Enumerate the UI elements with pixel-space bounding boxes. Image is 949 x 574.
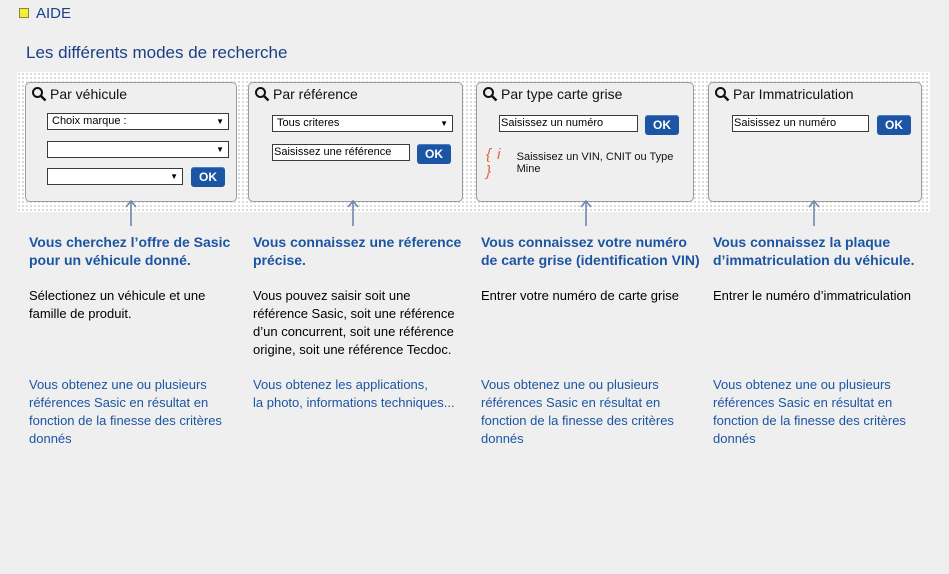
dropdown-arrow-icon: ▼ bbox=[216, 117, 224, 126]
result-line: références Sasic en résultat en bbox=[481, 395, 661, 410]
result-line: fonction de la finesse des critères bbox=[713, 413, 906, 428]
panel-immatriculation-title bbox=[714, 86, 854, 102]
info-icon: { i } bbox=[486, 146, 502, 180]
brand-select-value: Choix marque : bbox=[52, 115, 127, 127]
reference-ok-button[interactable]: OK bbox=[417, 144, 451, 164]
carte-grise-input[interactable]: Saisissez un numéro bbox=[499, 115, 638, 132]
page-header bbox=[19, 4, 71, 22]
description-line: Vous pouvez saisir soit une bbox=[253, 288, 411, 303]
result-line: Vous obtenez les applications, bbox=[253, 377, 428, 392]
dropdown-arrow-icon: ▼ bbox=[440, 119, 448, 128]
immatriculation-input[interactable]: Saisissez un numéro bbox=[732, 115, 869, 132]
result-line: fonction de la finesse des critères bbox=[29, 413, 222, 428]
result-line: références Sasic en résultat en bbox=[29, 395, 209, 410]
description-line: Entrer le numéro d’immatriculation bbox=[713, 288, 911, 303]
panel-carte-grise bbox=[476, 82, 694, 202]
column-heading: de carte grise (identification VIN) bbox=[481, 252, 700, 268]
result-line: références Sasic en résultat en bbox=[713, 395, 893, 410]
up-arrow-icon bbox=[124, 198, 138, 228]
page-title: AIDE bbox=[36, 4, 72, 22]
dropdown-arrow-icon: ▼ bbox=[170, 172, 178, 181]
yellow-square-icon bbox=[19, 8, 29, 18]
carte-grise-info bbox=[486, 146, 693, 180]
vehicule-ok-button[interactable]: OK bbox=[191, 167, 225, 187]
panel-vehicule-label: Par véhicule bbox=[50, 86, 128, 102]
magnifier-icon bbox=[254, 86, 270, 102]
column-heading: Vous connaissez votre numéro bbox=[481, 234, 687, 250]
column-description bbox=[481, 287, 703, 305]
description-line: Entrer votre numéro de carte grise bbox=[481, 288, 679, 303]
immatriculation-ok-button[interactable]: OK bbox=[877, 115, 911, 135]
criteria-select[interactable] bbox=[272, 115, 453, 132]
up-arrow-icon bbox=[579, 198, 593, 228]
up-arrow-icon bbox=[807, 198, 821, 228]
column-result bbox=[713, 376, 935, 448]
panel-reference bbox=[248, 82, 463, 202]
panel-immatriculation-label: Par Immatriculation bbox=[733, 86, 854, 102]
column-description bbox=[713, 287, 935, 305]
description-line: famille de produit. bbox=[29, 306, 132, 321]
column-description bbox=[29, 287, 251, 323]
description-line: origine, soit une référence Tecdoc. bbox=[253, 342, 452, 357]
column-heading: pour un véhicule donné. bbox=[29, 252, 191, 268]
column-heading: d’immatriculation du véhicule. bbox=[713, 252, 915, 268]
result-line: Vous obtenez une ou plusieurs bbox=[29, 377, 207, 392]
magnifier-icon bbox=[714, 86, 730, 102]
column-immatriculation bbox=[713, 233, 935, 446]
panel-immatriculation bbox=[708, 82, 922, 202]
column-result bbox=[253, 376, 475, 412]
magnifier-icon bbox=[482, 86, 498, 102]
panel-vehicule bbox=[25, 82, 237, 202]
model-select[interactable] bbox=[47, 141, 229, 158]
panel-reference-title bbox=[254, 86, 358, 102]
result-line: Vous obtenez une ou plusieurs bbox=[481, 377, 659, 392]
section-subtitle: Les différents modes de recherche bbox=[26, 43, 288, 62]
column-result bbox=[29, 376, 251, 448]
result-line: donnés bbox=[29, 431, 72, 446]
column-heading: Vous cherchez l’offre de Sasic bbox=[29, 234, 231, 250]
column-heading: Vous connaissez la plaque bbox=[713, 234, 891, 250]
criteria-select-value: Tous criteres bbox=[277, 117, 340, 129]
up-arrow-icon bbox=[346, 198, 360, 228]
reference-input[interactable]: Saisissez une référence bbox=[272, 144, 410, 161]
result-line: Vous obtenez une ou plusieurs bbox=[713, 377, 891, 392]
panel-carte-grise-label: Par type carte grise bbox=[501, 86, 623, 102]
description-line: Sélectionez un véhicule et une bbox=[29, 288, 206, 303]
result-line: donnés bbox=[713, 431, 756, 446]
result-line: fonction de la finesse des critères bbox=[481, 413, 674, 428]
brand-select[interactable] bbox=[47, 113, 229, 130]
magnifier-icon bbox=[31, 86, 47, 102]
dropdown-arrow-icon: ▼ bbox=[216, 145, 224, 154]
column-carte-grise bbox=[481, 233, 703, 446]
column-reference bbox=[253, 233, 475, 410]
engine-select[interactable] bbox=[47, 168, 183, 185]
description-line: référence Sasic, soit une référence bbox=[253, 306, 455, 321]
column-heading: précise. bbox=[253, 252, 306, 268]
carte-grise-info-text: Saissisez un VIN, CNIT ou Type Mine bbox=[516, 151, 674, 175]
column-vehicule bbox=[29, 233, 251, 446]
column-result bbox=[481, 376, 703, 448]
description-line: d’un concurrent, soit une référence bbox=[253, 324, 454, 339]
carte-grise-ok-button[interactable]: OK bbox=[645, 115, 679, 135]
result-line: la photo, informations techniques... bbox=[253, 395, 455, 410]
column-heading: Vous connaissez une réference bbox=[253, 234, 462, 250]
panel-carte-grise-title bbox=[482, 86, 622, 102]
panel-vehicule-title bbox=[31, 86, 127, 102]
result-line: donnés bbox=[481, 431, 524, 446]
panel-reference-label: Par référence bbox=[273, 86, 358, 102]
column-description bbox=[253, 287, 475, 359]
